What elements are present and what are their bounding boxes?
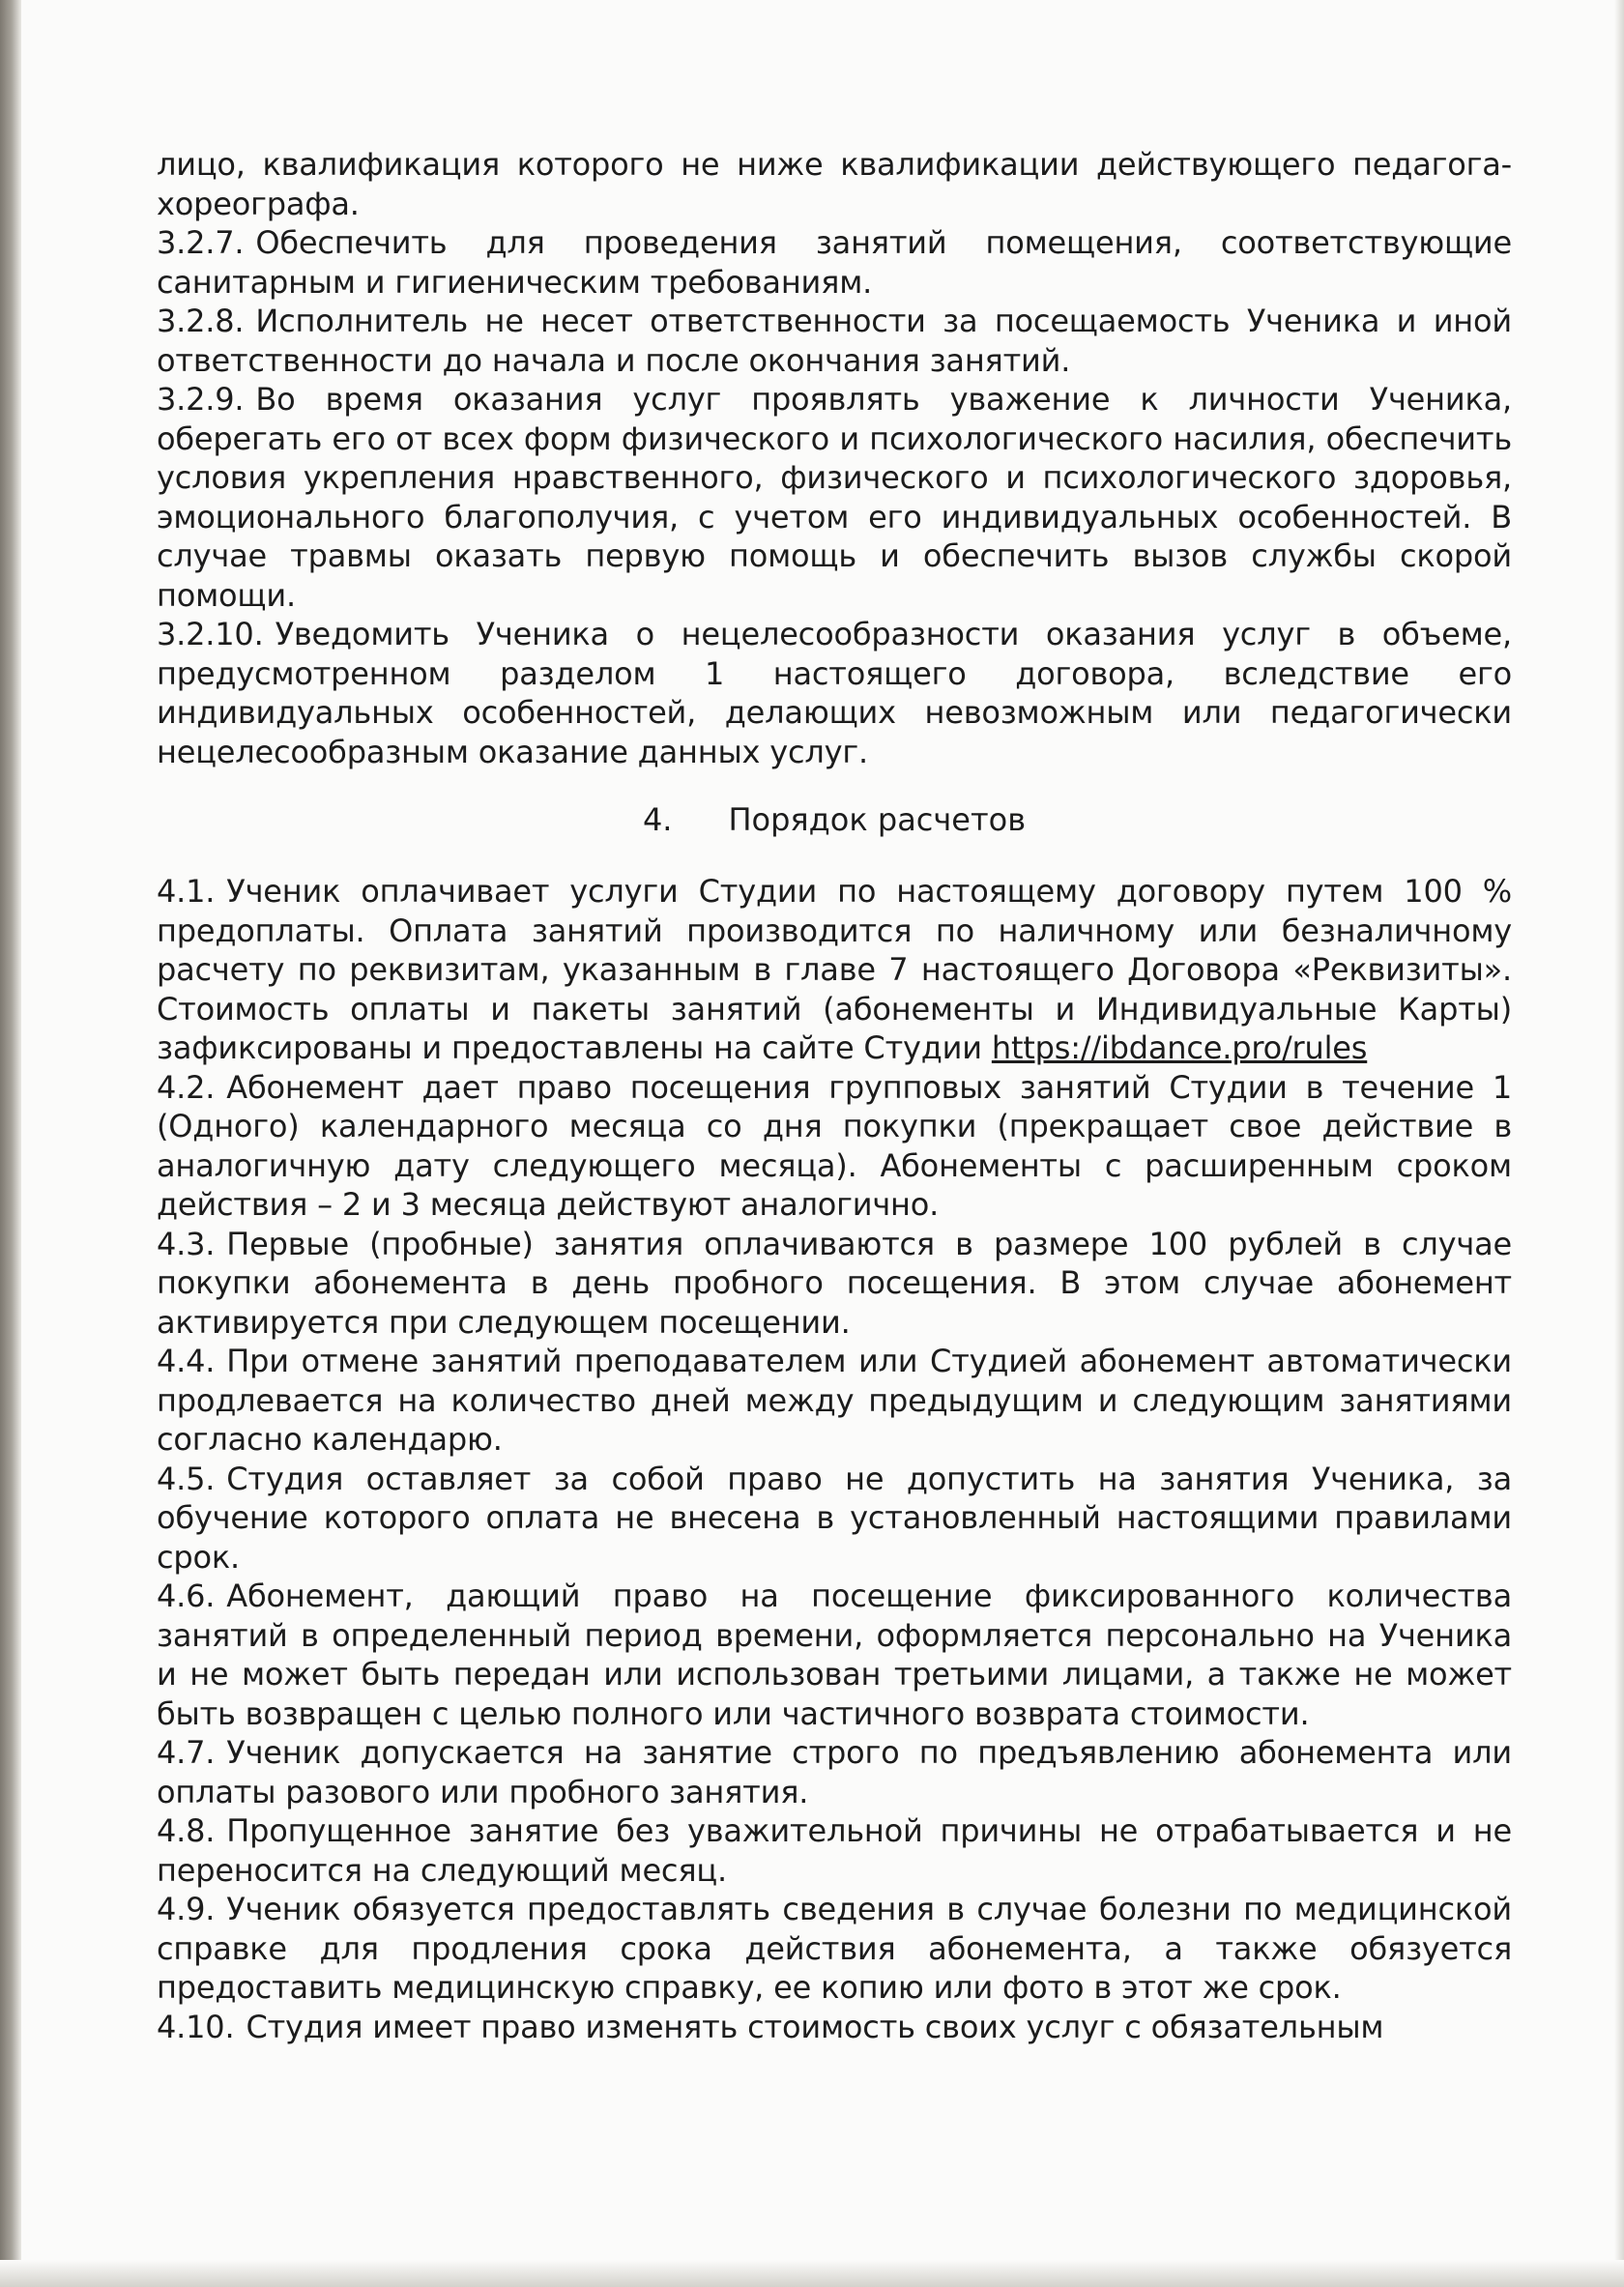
clause-number: 4.3. — [157, 1225, 216, 1262]
clause-text: Абонемент дает право посещения групповых занятий Студии в течение 1 (Одного) календарного месяца со дня покупки (прекращает свое действие в аналогичную дату следующего месяца). Абонементы с расширенным сроком действия – 2 и 3 месяца действуют аналогично. — [157, 1068, 1512, 1223]
clause-4-2 — [157, 1068, 1512, 1225]
clause-number: 4.8. — [157, 1812, 216, 1849]
clause-4-5 — [157, 1460, 1512, 1578]
section-title: Порядок расчетов — [728, 801, 1027, 838]
clause-4-3 — [157, 1225, 1512, 1343]
clause-4-10 — [157, 2008, 1512, 2047]
clause-number: 3.2.10. — [157, 616, 264, 652]
clause-4-9 — [157, 1890, 1512, 2008]
clause-text: При отмене занятий преподавателем или Студией абонемент автоматически продлевается на количество дней между предыдущим и следующим занятиями согласно календарю. — [157, 1343, 1512, 1458]
paper-right-shadow — [1614, 0, 1624, 2287]
paragraph-lead: лицо, квалификация которого не ниже квалификации действующего педагога-хореографа. — [157, 146, 1512, 222]
section-heading — [157, 800, 1512, 839]
clause-4-4 — [157, 1342, 1512, 1460]
clause-3-2-7 — [157, 223, 1512, 302]
clause-number: 4.5. — [157, 1460, 216, 1497]
clause-4-7 — [157, 1733, 1512, 1811]
clause-number: 4.7. — [157, 1734, 216, 1771]
clause-text: Во время оказания услуг проявлять уважение к личности Ученика, оберегать его от всех форм физического и психологического насилия, обеспечить условия укрепления нравственного, физического и психологического здоровья, эмоционального благополучия, с учетом его индивидуальных особенностей. В случае травмы оказать первую помощь и обеспечить вызов службы скорой помощи. — [157, 381, 1512, 614]
clause-4-6 — [157, 1577, 1512, 1733]
clause-text: Пропущенное занятие без уважительной причины не отрабатывается и не переносится на следующий месяц. — [157, 1812, 1512, 1889]
photo-background-edge — [0, 0, 21, 2287]
clause-number: 4.2. — [157, 1068, 216, 1106]
clause-3-2-9 — [157, 380, 1512, 615]
clause-number: 4.10. — [157, 2008, 235, 2045]
clause-text: Обеспечить для проведения занятий помещения, соответствующие санитарным и гигиеническим требованиям. — [157, 224, 1512, 301]
clause-text: Ученик оплачивает услуги Студии по настоящему договору путем 100 % предоплаты. Оплата занятий производится по наличному или безналичному расчету по реквизитам, указанным в главе 7 настоящего Договора «Реквизиты». Стоимость оплаты и пакеты занятий (абонементы и Индивидуальные Карты) зафиксированы и предоставлены на сайте Студии — [157, 873, 1512, 1066]
clause-text: Студия оставляет за собой право не допустить на занятия Ученика, за обучение которого оплата не внесена в установленный настоящими правилами срок. — [157, 1460, 1512, 1576]
clause-number: 3.2.8. — [157, 303, 245, 339]
clause-number: 4.1. — [157, 873, 216, 910]
studio-rules-link[interactable]: https://ibdance.pro/rules — [991, 1029, 1368, 1066]
clause-4-1 — [157, 872, 1512, 1068]
clause-number: 4.4. — [157, 1343, 216, 1379]
clause-text: Студия имеет право изменять стоимость своих услуг с обязательным — [246, 2008, 1384, 2045]
clause-text: Исполнитель не несет ответственности за посещаемость Ученика и иной ответственности до начала и после окончания занятий. — [157, 303, 1512, 379]
clause-text: Первые (пробные) занятия оплачиваются в размере 100 рублей в случае покупки абонемента в день пробного посещения. В этом случае абонемент активируется при следующем посещении. — [157, 1225, 1512, 1341]
clause-text: Уведомить Ученика о нецелесообразности оказания услуг в объеме, предусмотренном разделом 1 настоящего договора, вследствие его индивидуальных особенностей, делающих невозможным или педагогически нецелесообразным оказание данных услуг. — [157, 616, 1512, 770]
clause-text: Ученик допускается на занятие строго по предъявлению абонемента или оплаты разового или пробного занятия. — [157, 1734, 1512, 1810]
document-page — [157, 145, 1512, 2046]
clause-3-2-8 — [157, 302, 1512, 380]
clause-number: 3.2.9. — [157, 381, 245, 418]
clause-text: Абонемент, дающий право на посещение фиксированного количества занятий в определенный период времени, оформляется персонально на Ученика и не может быть передан или использован третьими лицами, а также не может быть возвращен с целью полного или частичного возврата стоимости. — [157, 1578, 1512, 1732]
clause-number: 4.9. — [157, 1891, 216, 1927]
clause-text: Ученик обязуется предоставлять сведения в случае болезни по медицинской справке для продления срока действия абонемента, а также обязуется предоставить медицинскую справку, ее копию или фото в этот же срок. — [157, 1891, 1512, 2006]
clause-4-8 — [157, 1811, 1512, 1890]
clause-3-2-10 — [157, 615, 1512, 771]
paper-bottom-shadow — [0, 2260, 1624, 2287]
clause-number: 3.2.7. — [157, 224, 245, 261]
clause-number: 4.6. — [157, 1578, 216, 1614]
section-number: 4. — [642, 801, 673, 838]
